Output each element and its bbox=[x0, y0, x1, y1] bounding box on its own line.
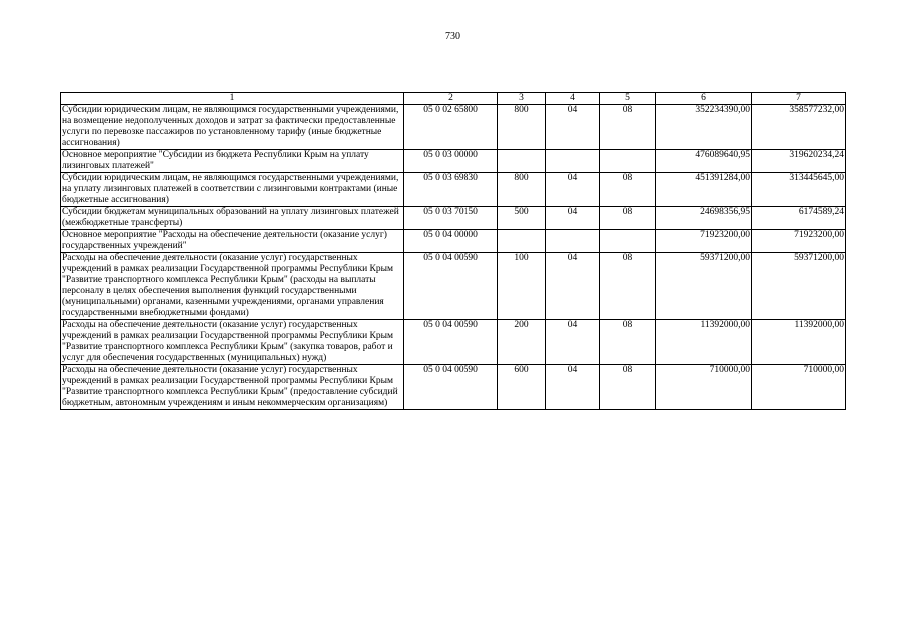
row-amount-col7: 59371200,00 bbox=[752, 253, 846, 320]
row-amount-col7: 71923200,00 bbox=[752, 230, 846, 253]
row-section bbox=[546, 150, 600, 173]
table-row bbox=[61, 207, 846, 230]
row-amount-col7: 358577232,00 bbox=[752, 105, 846, 150]
row-amount-col6: 352234390,00 bbox=[656, 105, 752, 150]
row-section bbox=[546, 230, 600, 253]
row-expense-type bbox=[498, 150, 546, 173]
row-name: Основное мероприятие "Расходы на обеспечение деятельности (оказание услуг) государственных учреждений" bbox=[61, 230, 404, 253]
column-header-2: 2 bbox=[404, 93, 498, 105]
table-row bbox=[61, 173, 846, 207]
column-header-4: 4 bbox=[546, 93, 600, 105]
budget-table bbox=[60, 92, 846, 410]
row-amount-col6: 71923200,00 bbox=[656, 230, 752, 253]
row-subsection: 08 bbox=[600, 320, 656, 365]
row-target-code: 05 0 04 00000 bbox=[404, 230, 498, 253]
row-name: Субсидии бюджетам муниципальных образований на уплату лизинговых платежей (межбюджетные трансферты) bbox=[61, 207, 404, 230]
row-section: 04 bbox=[546, 207, 600, 230]
row-amount-col6: 24698356,95 bbox=[656, 207, 752, 230]
row-expense-type bbox=[498, 230, 546, 253]
row-amount-col7: 6174589,24 bbox=[752, 207, 846, 230]
row-subsection bbox=[600, 150, 656, 173]
table-row bbox=[61, 150, 846, 173]
row-subsection: 08 bbox=[600, 105, 656, 150]
row-expense-type: 800 bbox=[498, 173, 546, 207]
row-section: 04 bbox=[546, 365, 600, 410]
row-amount-col6: 59371200,00 bbox=[656, 253, 752, 320]
column-header-5: 5 bbox=[600, 93, 656, 105]
row-expense-type: 100 bbox=[498, 253, 546, 320]
row-amount-col7: 319620234,24 bbox=[752, 150, 846, 173]
row-amount-col7: 710000,00 bbox=[752, 365, 846, 410]
column-header-7: 7 bbox=[752, 93, 846, 105]
row-name: Субсидии юридическим лицам, не являющимся государственными учреждениями, на возмещение недополученных доходов и затрат за фактически предоставленные услуги по перевозке пассажиров по установленному тарифу (иные бюджетные ассигнования) bbox=[61, 105, 404, 150]
row-section: 04 bbox=[546, 253, 600, 320]
column-header-3: 3 bbox=[498, 93, 546, 105]
row-expense-type: 800 bbox=[498, 105, 546, 150]
row-target-code: 05 0 03 69830 bbox=[404, 173, 498, 207]
row-amount-col7: 313445645,00 bbox=[752, 173, 846, 207]
row-subsection: 08 bbox=[600, 173, 656, 207]
row-amount-col6: 476089640,95 bbox=[656, 150, 752, 173]
table-row bbox=[61, 230, 846, 253]
table-row bbox=[61, 320, 846, 365]
row-expense-type: 200 bbox=[498, 320, 546, 365]
row-section: 04 bbox=[546, 173, 600, 207]
column-header-1: 1 bbox=[61, 93, 404, 105]
row-subsection bbox=[600, 230, 656, 253]
row-target-code: 05 0 03 70150 bbox=[404, 207, 498, 230]
row-subsection: 08 bbox=[600, 253, 656, 320]
row-amount-col7: 11392000,00 bbox=[752, 320, 846, 365]
row-target-code: 05 0 02 65800 bbox=[404, 105, 498, 150]
row-expense-type: 500 bbox=[498, 207, 546, 230]
row-expense-type: 600 bbox=[498, 365, 546, 410]
row-target-code: 05 0 04 00590 bbox=[404, 365, 498, 410]
page-number: 730 bbox=[445, 31, 460, 42]
row-target-code: 05 0 03 00000 bbox=[404, 150, 498, 173]
column-header-6: 6 bbox=[656, 93, 752, 105]
table-row bbox=[61, 365, 846, 410]
header-row bbox=[61, 93, 846, 105]
table-row bbox=[61, 253, 846, 320]
row-target-code: 05 0 04 00590 bbox=[404, 320, 498, 365]
row-name: Расходы на обеспечение деятельности (оказание услуг) государственных учреждений в рамках реализации Государственной программы Республики Крым "Развитие транспортного комплекса Республики Крым" (закупка товаров, работ и услуг для обеспечения государственных (муниципальных) нужд) bbox=[61, 320, 404, 365]
row-amount-col6: 710000,00 bbox=[656, 365, 752, 410]
row-subsection: 08 bbox=[600, 207, 656, 230]
table-row bbox=[61, 105, 846, 150]
row-name: Расходы на обеспечение деятельности (оказание услуг) государственных учреждений в рамках реализации Государственной программы Республики Крым "Развитие транспортного комплекса Республики Крым" (расходы на выплаты персоналу в целях обеспечения выполнения функций государственными (муниципальными) органами, казенными учреждениями, органами управления государственными внебюджетными фондами) bbox=[61, 253, 404, 320]
row-target-code: 05 0 04 00590 bbox=[404, 253, 498, 320]
row-amount-col6: 451391284,00 bbox=[656, 173, 752, 207]
row-subsection: 08 bbox=[600, 365, 656, 410]
row-name: Основное мероприятие "Субсидии из бюджета Республики Крым на уплату лизинговых платежей" bbox=[61, 150, 404, 173]
row-name: Расходы на обеспечение деятельности (оказание услуг) государственных учреждений в рамках реализации Государственной программы Республики Крым "Развитие транспортного комплекса Республики Крым" (предоставление субсидий бюджетным, автономным учреждениям и иным некоммерческим организациям) bbox=[61, 365, 404, 410]
row-section: 04 bbox=[546, 320, 600, 365]
row-amount-col6: 11392000,00 bbox=[656, 320, 752, 365]
row-section: 04 bbox=[546, 105, 600, 150]
row-name: Субсидии юридическим лицам, не являющимся государственными учреждениями, на уплату лизинговых платежей в соответствии с лизинговыми контрактами (иные бюджетные ассигнования) bbox=[61, 173, 404, 207]
